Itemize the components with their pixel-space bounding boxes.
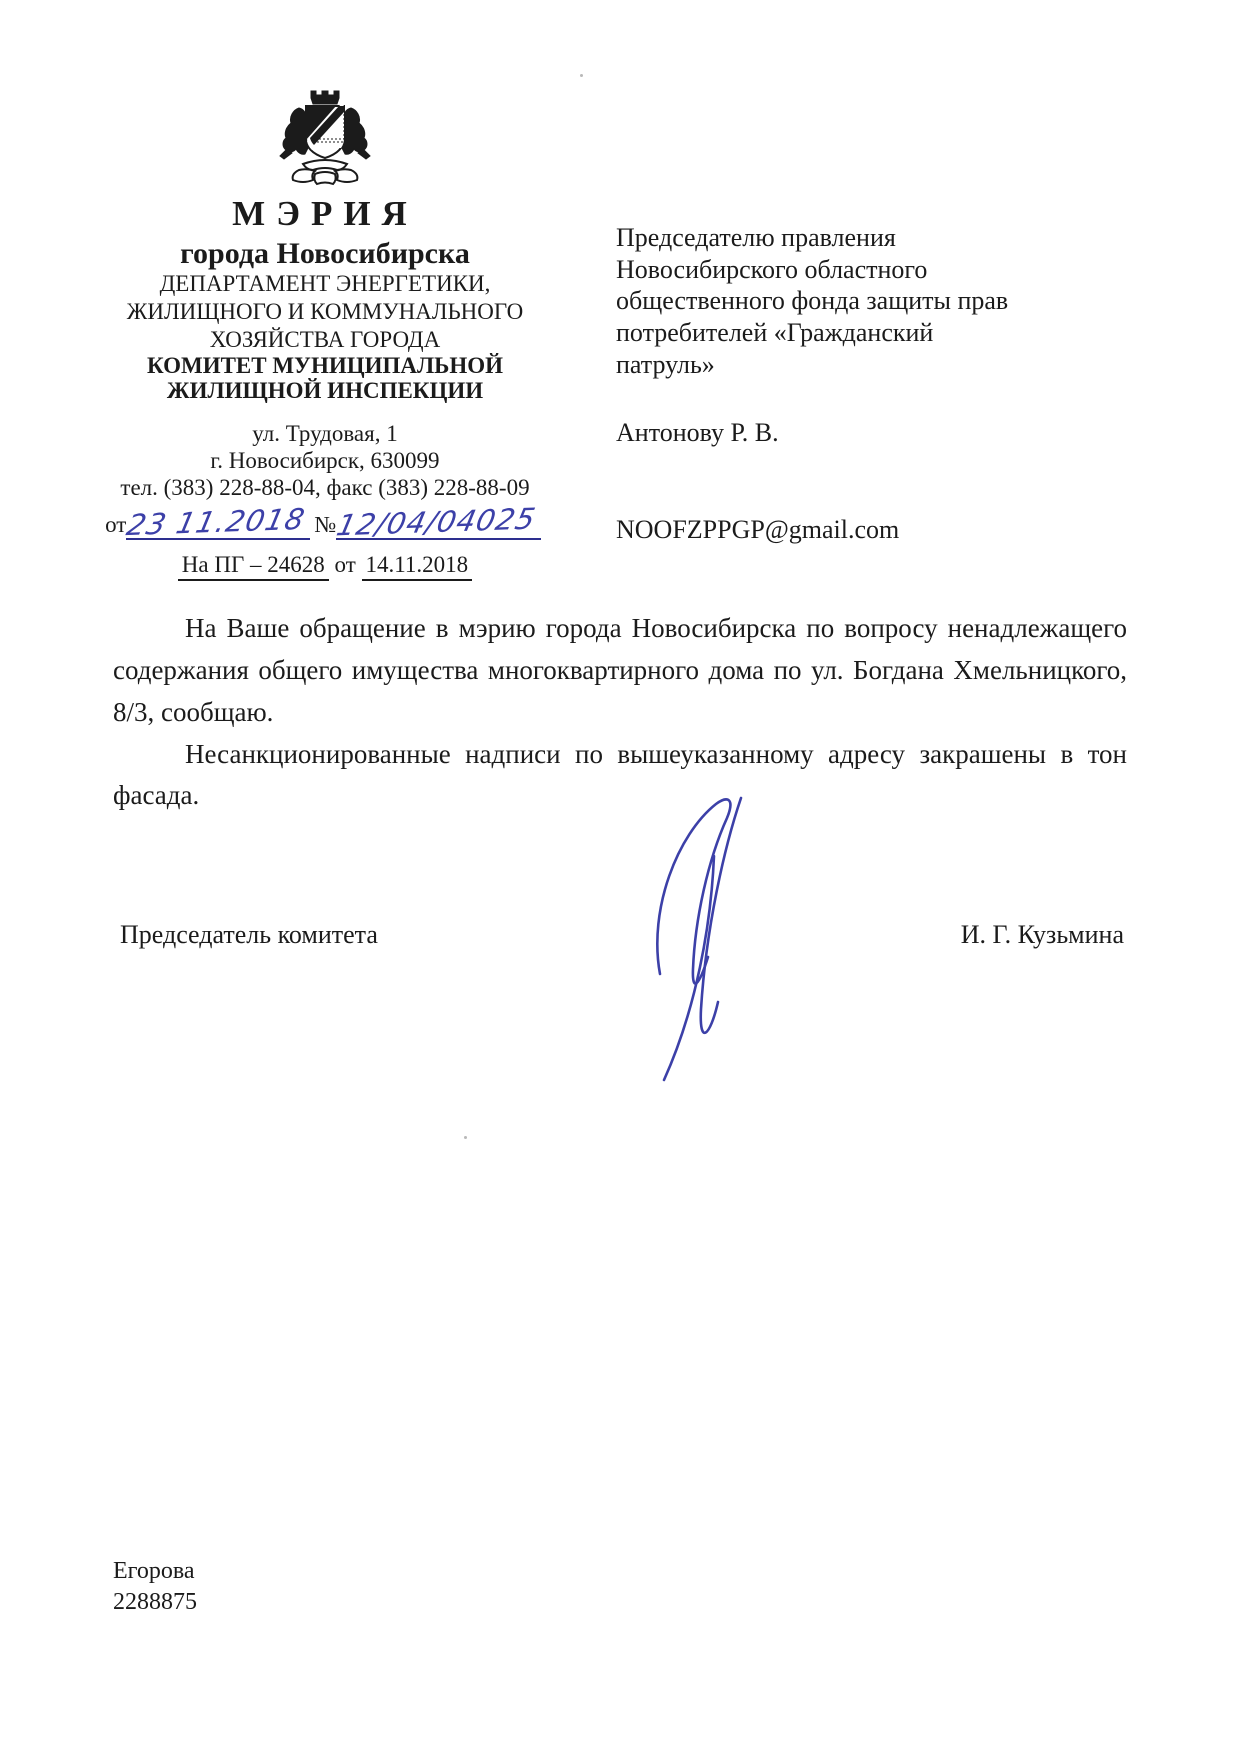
recipient-line: патруль»	[616, 349, 715, 379]
reply-ref-date: 14.11.2018	[362, 552, 473, 581]
letterhead	[90, 86, 560, 578]
dept-line-1: ДЕПАРТАМЕНТ ЭНЕРГЕТИКИ,	[159, 271, 491, 297]
ref-from-label: от	[105, 512, 127, 538]
body-paragraph-1: На Ваше обращение в мэрию города Новосибирска по вопросу ненадлежащего содержания общего имущества многоквартирного дома по ул. Богдана Хмельницкого, 8/3, сообщаю.	[113, 613, 1127, 727]
dept-line-2: ЖИЛИЩНОГО И КОММУНАЛЬНОГО	[126, 299, 524, 324]
signer-name: И. Г. Кузьмина	[960, 920, 1124, 949]
ref-no-label: №	[314, 512, 337, 538]
handwritten-signature	[638, 794, 778, 1084]
recipient-email: NOOFZPPGP@gmail.com	[616, 515, 900, 545]
ref-no-slot	[333, 501, 541, 543]
address-street: ул. Трудовая, 1	[252, 421, 398, 446]
recipient-line: общественного фонда защиты прав	[616, 286, 1009, 316]
reply-ref-number: На ПГ – 24628	[178, 552, 329, 581]
address-city: г. Новосибирск, 630099	[210, 448, 440, 474]
executor-name: Егорова	[113, 1558, 195, 1584]
dept-line-3: ХОЗЯЙСТВА ГОРОДА	[209, 326, 441, 352]
handwritten-number: 12/04/04025	[333, 501, 540, 543]
signer-position-title: Председатель комитета	[120, 920, 378, 949]
recipient-line: Новосибирского областного	[616, 254, 928, 284]
recipient-name: Антонову Р. В.	[616, 417, 779, 447]
letter-body	[113, 608, 1127, 817]
address-block	[90, 420, 560, 501]
org-name-city: города Новосибирска	[180, 236, 470, 270]
committee-line-2: ЖИЛИЩНОЙ ИНСПЕКЦИИ	[166, 378, 484, 404]
recipient-line: потребителей «Гражданский	[616, 318, 934, 348]
address-phone-fax: тел. (383) 228-88-04, факс (383) 228-88-09	[120, 475, 530, 501]
novosibirsk-coat-of-arms-icon	[269, 86, 381, 190]
committee-line-1: КОМИТЕТ МУНИЦИПАЛЬНОЙ	[146, 352, 504, 378]
recipient-block	[616, 222, 1116, 546]
executor-block	[113, 1556, 197, 1618]
ref-date-slot	[123, 502, 310, 543]
handwritten-date: 23 11.2018	[123, 502, 309, 543]
outgoing-ref-line	[90, 501, 560, 543]
body-paragraph-2: Несанкционированные надписи по вышеуказанному адресу закрашены в тон фасада.	[113, 738, 1127, 811]
reply-ref-from-label: от	[334, 552, 356, 578]
scan-speck	[464, 1136, 467, 1139]
executor-phone: 2288875	[113, 1589, 197, 1616]
org-name-main: МЭРИЯ	[232, 194, 418, 233]
recipient-line: Председателю правления	[616, 223, 896, 252]
reply-reference-line	[90, 552, 560, 578]
scan-speck	[580, 74, 583, 77]
